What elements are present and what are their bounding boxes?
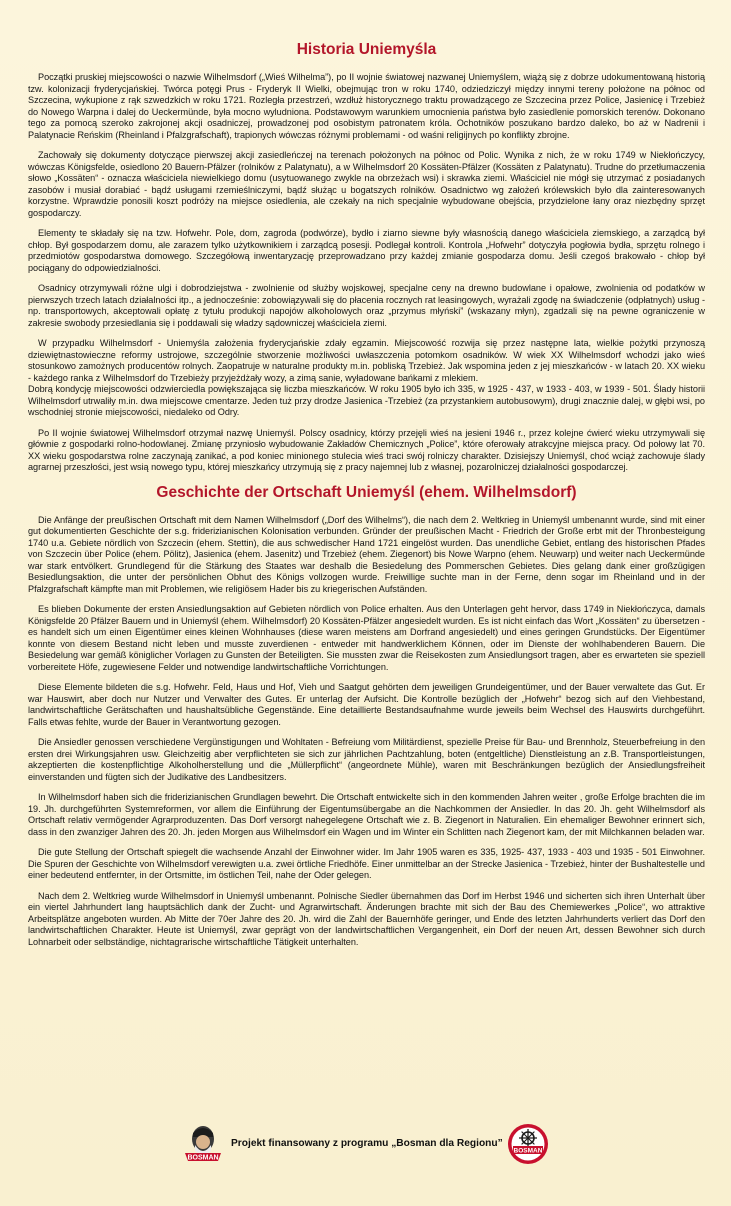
german-paragraph: Nach dem 2. Weltkrieg wurde Wilhelmsdorf in Uniemyśl umbenannt. Polnische Siedler übernahmen das Dorf im Herbst 1946 und sicherten sich ihren Unterhalt über ein viertel Jahrhundert lang hauptsächlich dank der Zucht- und Agrarwirtschaft. Änderungen brachte mit sich der Bau des Chemiewerkes „Police“, wo attraktive Arbeitsplätze angeboten wurden. Ab Mitte der 70er Jahre des 20. Jh. wird die Zahl der Bauernhöfe geringer, und Ende des letzten Jahrhunderts verliert das Dorf den landwirtschaftlichen Charakter. Heute ist Uniemyśl, zwar geprägt von der landwirtschaftlichen Vergangenheit, ein Dorf der neuen Art, dessen Bewohner sich durch Lohnarbeit oder selbständige, nichtagrarische wirtschaftliche Tätigkeit unterhalten. — [28, 890, 705, 947]
german-paragraph: In Wilhelmsdorf haben sich die friderizianischen Grundlagen bewehrt. Die Ortschaft entwickelte sich in den kommenden Jahren weiter , große Erfolge brachten die im 19. Jh. durchgeführten Systemreformen, vor allem die Einführung der Eigentumsübergabe an die Nachkommen der Ansiedler. In das 20. Jh. geht Wilhelmsdorf als Ortschaft relativ vermögender Agrarproduzenten. Das Dorf versorgt nahegelegene Ortschaft wie z. B. Ziegenort in Naturalien. Ein ehemaliger Bewohner erinnert sich, dass in den zwanziger Jahren des 20. Jh. jeden Morgen aus Wilhelmsdorf ein Wagen und im Winter ein Schlitten nach Ziegenort kam, der mit Milchkannen beladen war. — [28, 792, 705, 837]
footer — [0, 1118, 731, 1178]
german-paragraph: Die Ansiedler genossen verschiedene Vergünstigungen und Wohltaten - Befreiung vom Militärdienst, spezielle Preise für Bau- und Brennholz, Steuerbefreiung in den ersten drei Wirkungsjahren usw. Gleichzeitig aber verpflichteten sie sich zur jährlichen Pachtzahlung, boten (entgeltliche) Dienstleistung an z.B. Transportleistungen, akzeptierten die kostenpflichtige Alkoholherstellung und die „Müllerpflicht“ (angeordnete Mühle), waren mit Beschränkungen bezüglich der Ansiedlungsfreiheit einverstanden und fügten sich der Judikative des Landbesitzers. — [28, 737, 705, 782]
polish-paragraph: Osadnicy otrzymywali różne ulgi i dobrodziejstwa - zwolnienie od służby wojskowej, specjalne ceny na drewno budowlane i opałowe, zwolnienia od podatków w pierwszych trzech latach działalności itp., a jednocześnie: zobowiązywali się do płacenia rocznych rat leasingowych, wyrażali zgodę na świadczenie (odpłatnych) usług - np. transportowych, akceptowali opłatę z tytułu produkcji napojów alkoholowych oraz „przymus młyński” (wskazany młyn), zgadzali się na pewne ograniczenie w zakresie swobody przesiedlania się i poddawali się władzy sądowniczej właściciela ziemi. — [28, 283, 705, 328]
text-sheet — [28, 30, 705, 957]
german-paragraph: Diese Elemente bildeten die s.g. Hofwehr. Feld, Haus und Hof, Vieh und Saatgut gehörten dem jeweiligen Grundeigentümer, und der Bauer verwaltete das Gut. Er war Hauswirt, aber doch nur Nutzer und Verwalter des Gutes. Er unterlag der Aufsicht. Die Kontrolle bezüglich der „Hofwehr“ bezog sich auf den Viehbestand, landwirtschaftliche Gerätschaften und haushaltsübliche Gegenstände. Eine detaillierte Bestandsaufnahme wurde jeweils beim Wechsel des Hauswirts durchgeführt. Falls etwas fehlte, wurde der Bauer in Verantwortung gezogen. — [28, 682, 705, 727]
polish-paragraph: Po II wojnie światowej Wilhelmsdorf otrzymał nazwę Uniemyśl. Polscy osadnicy, którzy przejęli wieś na jesieni 1946 r., przez kolejne ćwierć wieku utrzymywali się głównie z gospodarki rolno-hodowlanej. Zmianę przyniosło wybudowanie Zakładów Chemicznych „Police”, które oferowały atrakcyjne miejsca pracy. Od połowy lat 70. XX wieku gospodarstwa rolne zaczynają zanikać, a pod koniec minionego stulecia wieś traci swój rolniczy charakter. Dzisiejszy Uniemyśl, choć wciąż zachowuje ślady agrarnej przeszłości, jest wsią nowego typu, której mieszkańcy utrzymują się z pracy najemnej lub z własnej, pozarolniczej działalności gospodarczej. — [28, 427, 705, 472]
svg-text:BOSMAN: BOSMAN — [513, 1147, 543, 1155]
german-paragraph: Es blieben Dokumente der ersten Ansiedlungsaktion auf Gebieten nördlich von Police erhalten. Aus den Unterlagen geht hervor, dass 1749 in Niekłończyca, damals Königsfelde 20 Pfälzer Bauern und in Uniemyśl (ehem. Wilhelmsdorf) 20 Kossäten-Pfälzer angesiedelt wurden. Es ist nicht einfach das Wort „Kossäten“ zu übersetzen - es handelt sich um einen Eigentümer eines kleinen Wohnhauses (diese waren meistens am Dorfrand angesiedelt) und eines geringen Grundstücks. Der Eigentümer konnte von diesem Bestand nicht leben und musste zuverdienen - entweder mit handwerklichem Können, oder im Dienste der wohlhabenderen Bauern. Die Besiedelung war gemäß königlicher Vorlagen zu Gunsten der Beteiligten. Sie mussten zwar die Reisekosten zum Ansiedlungsort tragen, aber es erwarteten sie speziell vorbereitete Höfe, zugewiesene Felder und notwendige landwirtschaftliche Vorrichtungen. — [28, 604, 705, 672]
polish-section — [28, 72, 705, 474]
polish-paragraph: Początki pruskiej miejscowości o nazwie Wilhelmsdorf („Wieś Wilhelma”), po II wojnie światowej nazwanej Uniemyślem, wiążą się z dobrze udokumentowaną historią tzw. kolonizacji fryderycjańskiej. Twórca potęgi Prus - Fryderyk II Wielki, obejmując tron w roku 1740, odziedziczył między innymi tereny położone na północ od Szczecina, wykupione z rąk szwedzkich w roku 1721. Rozległa przestrzeń, wzdłuż historycznego traktu prowadzącego ze Szczecina przez Police, Jasienicę i Trzebież do Nowego Warpna i dalej do Ueckermünde, była mocno wyludniona. Podstawowym warunkiem umocnienia państwa było zasiedlenie pomorskich terenów. Dokonano tego za pomocą szeroko zakrojonej akcji osadniczej, prowadzonej pod osobistym patronatem króla. Ochotników poszukano bardzo daleko, bo aż w Nadrenii i Palatynacie Reńskim (Rheinland i Pfalzgrafschaft), trapionych wówczas różnymi problemami - od waśni religijnych po konflikty zbrojne. — [28, 72, 705, 140]
bosman-logo-left — [183, 1123, 223, 1172]
german-paragraph: Die Anfänge der preußischen Ortschaft mit dem Namen Wilhelmsdorf („Dorf des Wilhelms“), die nach dem 2. Weltkrieg in Uniemyśl umbenannt wurde, sind mit einer gut dokumentierten Geschichte der s.g. friderizianischen Kolonisation verbunden. Gründer der preußischen Macht - Friedrich der Große erbt mit der Thronbesteigung 1740 u.a. Gebiete nördlich von Szczecin (ehem. Stettin), die aus schwedischer Hand 1721 eingelöst wurden. Das unendliche Gebiet, entlang des historischen Pfades von Szczecin über Police (ehem. Pölitz), Jasienica (ehem. Jasenitz) und Trzebież (ehem. Ziegenort) bis Nowe Warpno (ehem. Neuwarp) und weiter nach Ueckermünde war stark entvölkert. Grundlegend für die Stärkung des Staates war deshalb die Besiedelung des Pommerschen Gebietes. Dies gelang dank einer großzügigen Besiedlungsaktion, die unter der persönlichen Obhut des Königs vollzogen wurde. Freiwillige suchte man in der Ferne, denn sogar im Rheinland und in der Pfalzgrafschaft kämpfte man mit Problemen, wie religiösem Hader bis zu kriegerischen Aufständen. — [28, 514, 705, 594]
polish-heading: Historia Uniemyśla — [296, 41, 437, 58]
polish-paragraph: Elementy te składały się na tzw. Hofwehr. Pole, dom, zagroda (podwórze), bydło i ziarno siewne były własnością danego właściciela ziemskiego, a zarządcą był chłop. Był gospodarzem domu, ale zarazem tylko użytkownikiem i zarządcą posesji. Podlegał kontroli. Kontrola „Hofwehr” dotyczyła pogłowia bydła, sprzętu rolnego i przedmiotów gospodarstwa domowego. Szczegółową inwentaryzację przeprowadzano przy każdej zmianie gospodarza domu. Jeśli czegoś brakowało - chłop był pociągany do odpowiedzialności. — [28, 228, 705, 273]
bosman-logo-right — [507, 1123, 549, 1170]
german-section — [28, 515, 705, 949]
polish-paragraph: Zachowały się dokumenty dotyczące pierwszej akcji zasiedleńczej na terenach położonych na północ od Polic. Wynika z nich, że w roku 1749 w Niekłończycy, wówczas Königsfelde, osiedlono 20 Bauern-Pfälzer (rolników z Palatynatu), a w Wilhelmsdorf 20 Kossäten-Pfälzer (Kossäten z Palatynatu). Trudne do przetłumaczenia słowo „Kossäten“ - oznacza właściciela niewielkiego domu (usytuowanego zwykle na obrzeżach wsi) i skrawka ziemi. Właściciel nie mógł się utrzymać z posiadanych zasobów i musiał dorabiać - bądź usługami rzemieślniczymi, bądź służąc u bogatszych rolników. Osadnictwo wg założeń królewskich było dla zainteresowanych korzystne. Wprawdzie ponosili koszt podróży na miejsce osiedlenia, ale czekały na nich specjalnie wybudowane obejścia, przydzielone łany oraz niezbędny sprzęt gospodarczy. — [28, 150, 705, 218]
german-heading: Geschichte der Ortschaft Uniemyśl (ehem. Wilhelmsdorf) — [156, 483, 577, 501]
german-paragraph: Die gute Stellung der Ortschaft spiegelt die wachsende Anzahl der Einwohner wider. Im Jahr 1905 waren es 335, 1925- 437, 1933 - 403 und 1935 - 501 Einwohner. Die Spuren der Geschichte von Wilhelmsdorf verewigten u.a. zwei örtliche Friedhöfe. Einer unmittelbar an der Strecke Jasienica - Trzebież, hinter der Bushaltestelle und einer bedeutend entfernter, in der Ortsmitte, im östlichen Teil, nahe der Oder gelegen. — [28, 847, 705, 880]
funding-caption: Projekt finansowany z programu „Bosman dla Regionu” — [231, 1138, 503, 1149]
svg-text:BOSMAN: BOSMAN — [187, 1154, 219, 1162]
polish-paragraph: W przypadku Wilhelmsdorf - Uniemyśla założenia fryderycjańskie zdały egzamin. Miejscowość rozwija się przez następne lata, wielkie pożytki przynoszą dziewiętnastowieczne reformy ustrojowe, szczególnie stworzenie możliwości uwłaszczenia potomkom osadników. W wiek XX Wilhelmsdorf wchodzi jako wieś stosunkowo zamożnych producentów rolnych. Zaopatruje w naturalne produkty m.in. pobliską Trzebież. Jak wspomina jeden z jej mieszkańców - w latach 20. XX wieku - każdego ranka z Wilhelmsdorf do Trzebieży przyjeżdżały wozy, a zimą sanie, wyładowane bańkami z mlekiem. Dobrą kondycję miejscowości odzwierciedla powiększająca się liczba mieszkańców. W roku 1905 było ich 335, w 1925 - 437, w 1933 - 403, w 1939 - 501. Ślady historii Wilhelmsdorf utrwaliły m.in. dwa miejscowe cmentarze. Jeden tuż przy drodze Jasienica -Trzebież (za przystankiem autobusowym), drugi znacznie dalej, w głębi wsi, po wschodniej stronie miejscowości, niedaleko od Odry. — [28, 338, 705, 417]
